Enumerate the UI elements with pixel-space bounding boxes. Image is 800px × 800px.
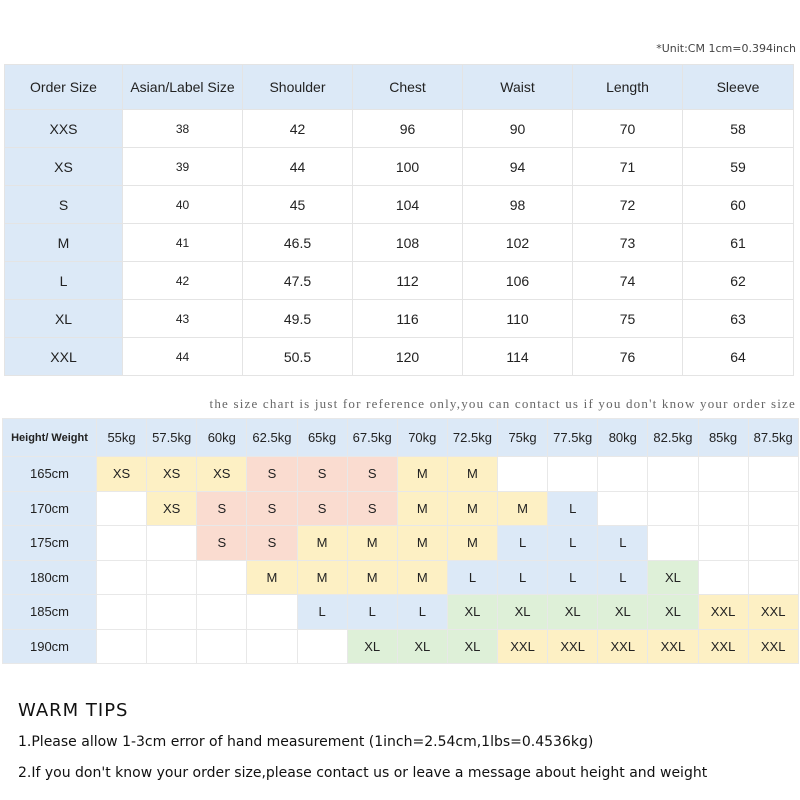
recommended-size-cell: S (347, 457, 397, 492)
recommended-size-cell: XL (447, 629, 497, 664)
recommended-size-cell: XL (498, 595, 548, 630)
recommended-size-cell: XL (397, 629, 447, 664)
recommended-size-cell: XXL (598, 629, 648, 664)
measurement-cell: 98 (463, 186, 573, 224)
recommended-size-cell: L (548, 491, 598, 526)
size-row (5, 148, 794, 186)
recommended-size-cell: XXL (748, 629, 798, 664)
measurement-cell: 38 (123, 110, 243, 148)
recommended-size-cell: S (247, 491, 297, 526)
recommended-size-cell (648, 526, 698, 561)
recommended-size-cell: M (447, 457, 497, 492)
order-size-cell: M (5, 224, 123, 262)
height-weight-table (2, 418, 799, 664)
recommended-size-cell: M (397, 491, 447, 526)
recommended-size-cell: XL (648, 595, 698, 630)
header-shoulder: Shoulder (243, 65, 353, 110)
recommended-size-cell (197, 560, 247, 595)
reference-note: the size chart is just for reference only,you can contact us if you don't know your order size (209, 396, 796, 411)
weight-header-cell: 87.5kg (748, 419, 798, 457)
measurement-cell: 45 (243, 186, 353, 224)
recommended-size-cell (97, 491, 147, 526)
measurement-cell: 102 (463, 224, 573, 262)
recommended-size-cell (698, 491, 748, 526)
recommended-size-cell: XS (147, 491, 197, 526)
tip-item: 2.If you don't know your order size,please contact us or leave a message about height and weight (18, 765, 708, 781)
measurement-cell: 90 (463, 110, 573, 148)
height-cell: 185cm (3, 595, 97, 630)
recommended-size-cell (498, 457, 548, 492)
measurement-cell: 120 (353, 338, 463, 376)
header-waist: Waist (463, 65, 573, 110)
weight-header-cell: 75kg (498, 419, 548, 457)
recommended-size-cell: S (197, 526, 247, 561)
height-row (3, 595, 799, 630)
measurement-cell: 74 (573, 262, 683, 300)
recommended-size-cell: XS (197, 457, 247, 492)
recommended-size-cell (598, 457, 648, 492)
measurement-cell: 112 (353, 262, 463, 300)
weight-header-cell: 57.5kg (147, 419, 197, 457)
order-size-cell: XL (5, 300, 123, 338)
recommended-size-cell (147, 595, 197, 630)
header-order-size: Order Size (5, 65, 123, 110)
size-row (5, 110, 794, 148)
recommended-size-cell: S (247, 526, 297, 561)
weight-header-row (3, 419, 799, 457)
measurement-cell: 94 (463, 148, 573, 186)
size-table-header-row (5, 65, 794, 110)
header-chest: Chest (353, 65, 463, 110)
recommended-size-cell: XS (97, 457, 147, 492)
size-measurement-table (4, 64, 794, 376)
recommended-size-cell: M (297, 560, 347, 595)
recommended-size-cell (247, 595, 297, 630)
recommended-size-cell: XL (598, 595, 648, 630)
size-row (5, 262, 794, 300)
recommended-size-cell: XXL (698, 595, 748, 630)
recommended-size-cell (748, 526, 798, 561)
height-cell: 175cm (3, 526, 97, 561)
recommended-size-cell: L (598, 560, 648, 595)
recommended-size-cell: M (247, 560, 297, 595)
size-row (5, 338, 794, 376)
recommended-size-cell: L (598, 526, 648, 561)
recommended-size-cell: M (397, 560, 447, 595)
recommended-size-cell: S (197, 491, 247, 526)
recommended-size-cell: S (347, 491, 397, 526)
recommended-size-cell: XXL (548, 629, 598, 664)
measurement-cell: 114 (463, 338, 573, 376)
recommended-size-cell (698, 560, 748, 595)
recommended-size-cell (97, 595, 147, 630)
recommended-size-cell (97, 560, 147, 595)
recommended-size-cell (147, 629, 197, 664)
weight-header-cell: 55kg (97, 419, 147, 457)
recommended-size-cell: XL (447, 595, 497, 630)
recommended-size-cell: M (347, 560, 397, 595)
measurement-cell: 59 (683, 148, 794, 186)
recommended-size-cell: S (297, 491, 347, 526)
height-row (3, 526, 799, 561)
recommended-size-cell: XXL (498, 629, 548, 664)
order-size-cell: XXS (5, 110, 123, 148)
measurement-cell: 116 (353, 300, 463, 338)
measurement-cell: 64 (683, 338, 794, 376)
measurement-cell: 60 (683, 186, 794, 224)
weight-header-cell: 85kg (698, 419, 748, 457)
weight-header-cell: 60kg (197, 419, 247, 457)
size-row (5, 300, 794, 338)
measurement-cell: 61 (683, 224, 794, 262)
header-sleeve: Sleeve (683, 65, 794, 110)
recommended-size-cell (97, 629, 147, 664)
measurement-cell: 110 (463, 300, 573, 338)
recommended-size-cell (197, 629, 247, 664)
header-length: Length (573, 65, 683, 110)
recommended-size-cell (748, 491, 798, 526)
measurement-cell: 75 (573, 300, 683, 338)
measurement-cell: 108 (353, 224, 463, 262)
measurement-cell: 76 (573, 338, 683, 376)
measurement-cell: 58 (683, 110, 794, 148)
recommended-size-cell: XXL (748, 595, 798, 630)
recommended-size-cell: M (447, 526, 497, 561)
measurement-cell: 70 (573, 110, 683, 148)
measurement-cell: 40 (123, 186, 243, 224)
measurement-cell: 63 (683, 300, 794, 338)
recommended-size-cell: L (498, 560, 548, 595)
height-weight-corner: Height/ Weight (3, 419, 97, 457)
measurement-cell: 100 (353, 148, 463, 186)
recommended-size-cell: L (548, 560, 598, 595)
order-size-cell: S (5, 186, 123, 224)
height-cell: 165cm (3, 457, 97, 492)
recommended-size-cell: L (498, 526, 548, 561)
weight-header-cell: 80kg (598, 419, 648, 457)
recommended-size-cell: M (347, 526, 397, 561)
recommended-size-cell (197, 595, 247, 630)
measurement-cell: 43 (123, 300, 243, 338)
recommended-size-cell: M (447, 491, 497, 526)
measurement-cell: 46.5 (243, 224, 353, 262)
height-row (3, 491, 799, 526)
recommended-size-cell: XS (147, 457, 197, 492)
unit-note: *Unit:CM 1cm=0.394inch (656, 42, 796, 55)
recommended-size-cell: M (397, 526, 447, 561)
measurement-cell: 41 (123, 224, 243, 262)
recommended-size-cell (748, 560, 798, 595)
height-row (3, 629, 799, 664)
recommended-size-cell (698, 457, 748, 492)
measurement-cell: 50.5 (243, 338, 353, 376)
recommended-size-cell (247, 629, 297, 664)
recommended-size-cell: XL (548, 595, 598, 630)
height-cell: 170cm (3, 491, 97, 526)
order-size-cell: L (5, 262, 123, 300)
recommended-size-cell (97, 526, 147, 561)
measurement-cell: 44 (123, 338, 243, 376)
recommended-size-cell (147, 560, 197, 595)
header-asian-size: Asian/Label Size (123, 65, 243, 110)
recommended-size-cell: XL (648, 560, 698, 595)
weight-header-cell: 65kg (297, 419, 347, 457)
recommended-size-cell: M (498, 491, 548, 526)
size-row (5, 224, 794, 262)
weight-header-cell: 62.5kg (247, 419, 297, 457)
height-row (3, 457, 799, 492)
recommended-size-cell: L (397, 595, 447, 630)
recommended-size-cell (297, 629, 347, 664)
measurement-cell: 39 (123, 148, 243, 186)
recommended-size-cell: XXL (648, 629, 698, 664)
recommended-size-cell (698, 526, 748, 561)
recommended-size-cell: L (347, 595, 397, 630)
recommended-size-cell (598, 491, 648, 526)
measurement-cell: 42 (243, 110, 353, 148)
order-size-cell: XS (5, 148, 123, 186)
measurement-cell: 72 (573, 186, 683, 224)
size-row (5, 186, 794, 224)
recommended-size-cell: XXL (698, 629, 748, 664)
measurement-cell: 104 (353, 186, 463, 224)
recommended-size-cell (548, 457, 598, 492)
recommended-size-cell (648, 491, 698, 526)
warm-tips-title: WARM TIPS (18, 700, 129, 721)
measurement-cell: 42 (123, 262, 243, 300)
recommended-size-cell: L (548, 526, 598, 561)
recommended-size-cell: S (297, 457, 347, 492)
weight-header-cell: 72.5kg (447, 419, 497, 457)
measurement-cell: 62 (683, 262, 794, 300)
measurement-cell: 49.5 (243, 300, 353, 338)
recommended-size-cell: M (297, 526, 347, 561)
recommended-size-cell: XL (347, 629, 397, 664)
recommended-size-cell (748, 457, 798, 492)
weight-header-cell: 82.5kg (648, 419, 698, 457)
recommended-size-cell: L (447, 560, 497, 595)
order-size-cell: XXL (5, 338, 123, 376)
measurement-cell: 96 (353, 110, 463, 148)
weight-header-cell: 67.5kg (347, 419, 397, 457)
recommended-size-cell (147, 526, 197, 561)
recommended-size-cell (648, 457, 698, 492)
recommended-size-cell: M (397, 457, 447, 492)
measurement-cell: 106 (463, 262, 573, 300)
weight-header-cell: 77.5kg (548, 419, 598, 457)
tip-item: 1.Please allow 1-3cm error of hand measurement (1inch=2.54cm,1lbs=0.4536kg) (18, 734, 594, 750)
height-cell: 180cm (3, 560, 97, 595)
measurement-cell: 47.5 (243, 262, 353, 300)
height-cell: 190cm (3, 629, 97, 664)
measurement-cell: 44 (243, 148, 353, 186)
measurement-cell: 71 (573, 148, 683, 186)
recommended-size-cell: S (247, 457, 297, 492)
measurement-cell: 73 (573, 224, 683, 262)
recommended-size-cell: L (297, 595, 347, 630)
weight-header-cell: 70kg (397, 419, 447, 457)
height-row (3, 560, 799, 595)
